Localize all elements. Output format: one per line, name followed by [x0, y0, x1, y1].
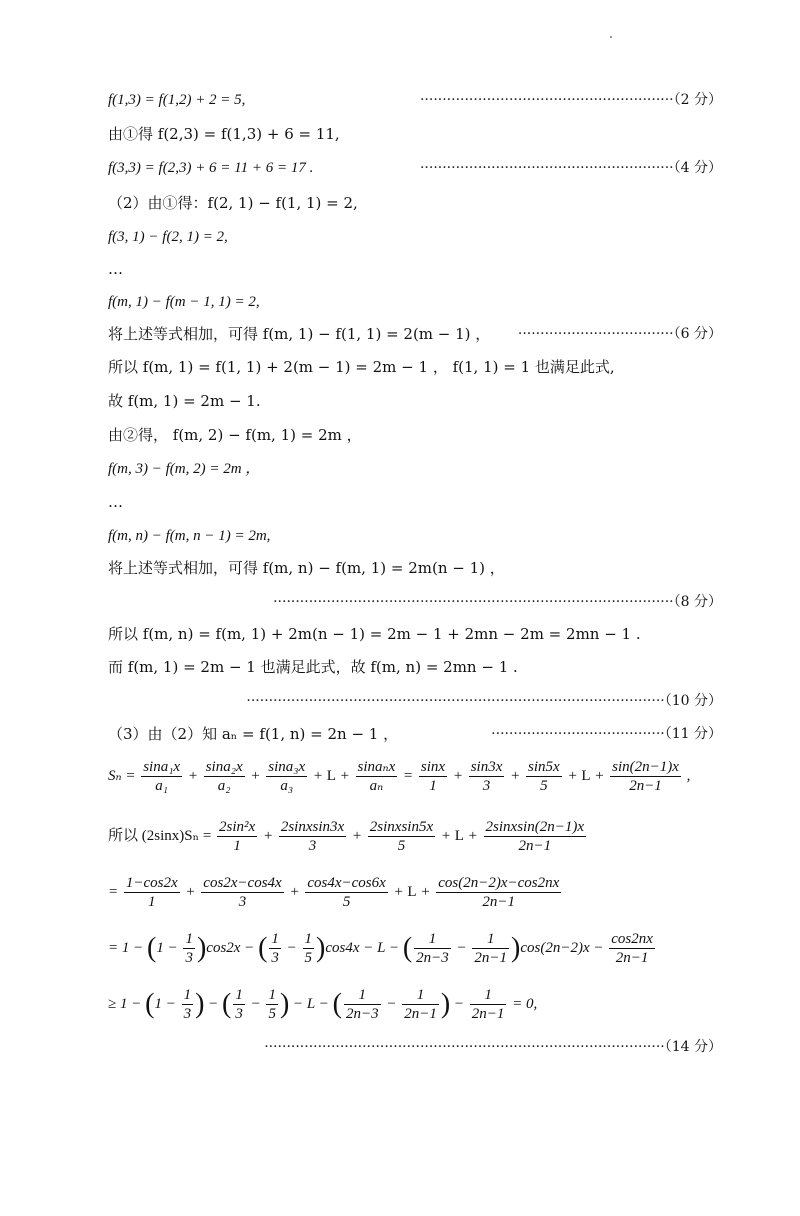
- speck: [610, 36, 612, 38]
- score-8: ··························································································（8 分）: [273, 594, 722, 610]
- part2-start: （2）由①得：f(2, 1) − f(1, 1) = 2,: [108, 194, 358, 212]
- eq-f31: f(3, 1) − f(2, 1) = 2,: [108, 229, 228, 245]
- part3-start: （3）由（2）知 aₙ = f(1, n) = 2n − 1 ，: [108, 725, 399, 743]
- score-11: ·······································（11 分）: [491, 726, 722, 742]
- score-2: ·························································（2 分）: [419, 92, 722, 108]
- eq-f13: f(1,3) = f(1,2) + 2 = 5,: [108, 92, 246, 108]
- score-10: ······························································································（10 分）: [246, 693, 722, 709]
- row-inequality: ≥ 1 − (1 − $\frac{1}{3}$ ) − ( $\frac{1}{3}$ − $\frac{1}{5}$ ) − L − ( $\frac{1}{2n-3}$ − $\frac{1}{2n-1}$ ) − $\frac{1}{2n-1}$ = 0,: [108, 987, 538, 1022]
- eq-fm3: f(m, 3) − f(m, 2) = 2m ，: [108, 461, 261, 477]
- score-6: ···································（6 分）: [517, 326, 722, 342]
- eq-f23: 由①得 f(2,3) = f(1,3) + 6 = 11,: [108, 125, 340, 143]
- eq-f33: f(3,3) = f(2,3) + 6 = 11 + 6 = 17 .: [108, 160, 314, 176]
- row-cos: = $\frac{1-\cos 2x}{1}$ + $\frac{\cos 2x-\cos 4x}{3}$ + $\frac{\cos 4x-\cos 6x}{5}$ + L + $\frac{\cos(2n-2)x-\cos 2nx}{2n-1}$: [108, 875, 560, 910]
- eq-fmn: f(m, n) − f(m, n − 1) = 2m,: [108, 528, 271, 544]
- ellipsis-1: …: [108, 260, 123, 278]
- eq-fm1: f(m, 1) − f(m − 1, 1) = 2,: [108, 294, 260, 310]
- from-2: 由②得， f(m, 2) − f(m, 1) = 2m ，: [108, 426, 362, 444]
- score-14: ··························································································（14 分）: [264, 1039, 722, 1055]
- conclusion-fmn: 而 f(m, 1) = 2m − 1 也满足此式，故 f(m, n) = 2mn − 1 .: [108, 658, 518, 676]
- result-fm1: 所以 f(m, 1) = f(1, 1) + 2(m − 1) = 2m − 1 ， f(1, 1) = 1 也满足此式,: [108, 358, 615, 376]
- sum-1: 将上述等式相加，可得 f(m, 1) − f(1, 1) = 2(m − 1) ，: [108, 325, 491, 343]
- ellipsis-2: …: [108, 493, 123, 511]
- result-fmn: 所以 f(m, n) = f(m, 1) + 2m(n − 1) = 2m − 1 + 2mn − 2m = 2mn − 1 .: [108, 625, 641, 643]
- row-2sinx: 所以 (2sinx)Sₙ = $\frac{\text{2sin²x}}{1}$ + $\frac{\text{2sinxsin3x}}{3}$ + $\frac{\text{2sinxsin5x}}{5}$ + L + $\frac{\text{2sinxsin(2n−1)x}}{2n-1}$: [108, 819, 584, 854]
- row-telescoping: = 1 − (1 − $\frac{1}{3}$ )cos2x − ( $\frac{1}{3}$ − $\frac{1}{5}$ )cos4x − L − ( $\frac{1}{2n-3}$ − $\frac{1}{2n-1}$ )cos(2n−2)x − $\frac{\cos 2nx}{2n-1}$: [108, 931, 653, 966]
- sn-formula: Sₙ = $\frac{\text{sina₁x}}{\text{a₁}}$ + $\frac{\text{sina₂x}}{\text{a₂}}$ + $\frac{\text{sina₃x}}{\text{a₃}}$ + L + $\frac{\text{sinaₙx}}{\text{aₙ}}$ = $\frac{\sin x}{1}$ + $\frac{\sin 3x}{3}$ + $\frac{\sin 5x}{5}$ + L + $\frac{\sin(2n-1)x}{2n-1}$ ,: [108, 759, 691, 794]
- sum-2: 将上述等式相加，可得 f(m, n) − f(m, 1) = 2m(n − 1) ，: [108, 559, 505, 577]
- score-4: ·························································（4 分）: [419, 160, 722, 176]
- conclusion-fm1: 故 f(m, 1) = 2m − 1.: [108, 392, 261, 410]
